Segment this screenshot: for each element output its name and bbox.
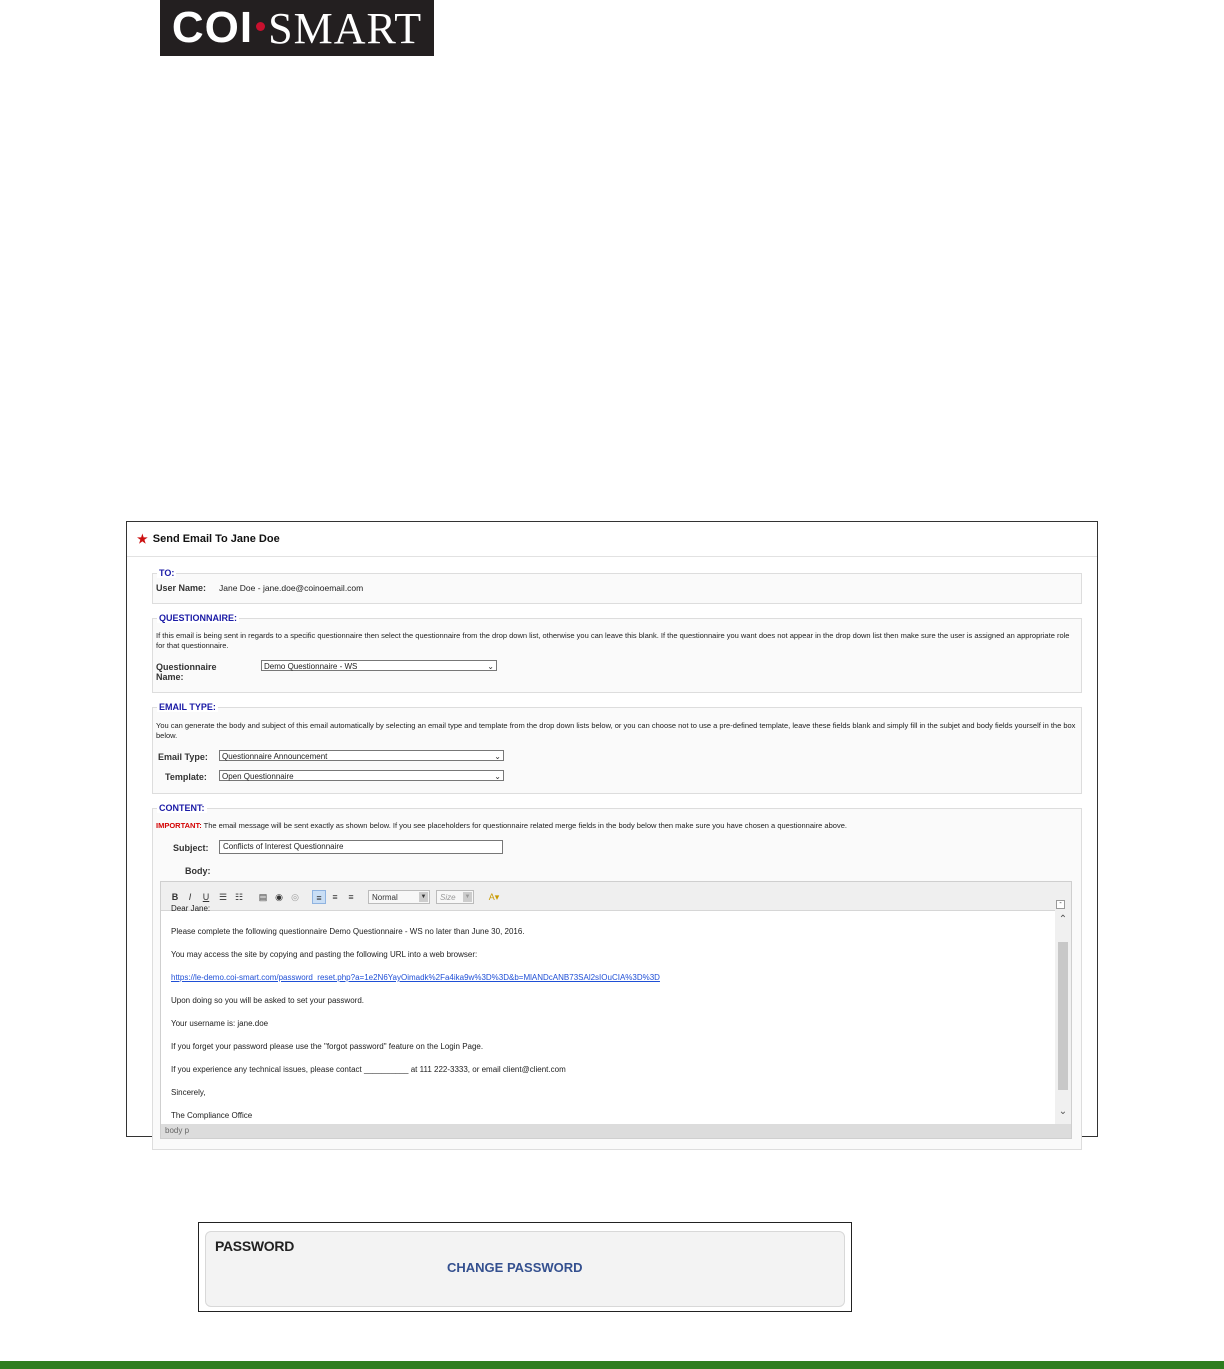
chevron-down-icon: ▼ bbox=[464, 894, 471, 900]
insert-link-icon[interactable]: ◉ bbox=[275, 892, 283, 902]
body-line: If you forget your password please use the "forgot password" feature on the Login Page. bbox=[171, 1042, 484, 1051]
questionnaire-legend: QUESTIONNAIRE: bbox=[159, 613, 238, 623]
scrollbar-thumb[interactable] bbox=[1058, 942, 1068, 1090]
send-email-panel bbox=[126, 521, 1098, 1137]
template-select[interactable] bbox=[219, 770, 504, 781]
questionnaire-name-select[interactable] bbox=[261, 660, 497, 671]
template-value: Open Questionnaire bbox=[222, 772, 294, 781]
email-type-legend: EMAIL TYPE: bbox=[159, 702, 216, 712]
email-type-select[interactable] bbox=[219, 750, 504, 761]
body-line: Your username is: jane.doe bbox=[171, 1019, 269, 1028]
body-line-signature: The Compliance Office bbox=[171, 1111, 253, 1120]
format-select[interactable] bbox=[368, 890, 430, 904]
star-icon: ★ bbox=[137, 532, 148, 546]
chevron-down-icon: ⌄ bbox=[494, 752, 501, 761]
chevron-down-icon: ⌄ bbox=[494, 772, 501, 781]
content-legend: CONTENT: bbox=[159, 803, 205, 813]
questionnaire-name-value: Demo Questionnaire - WS bbox=[264, 662, 358, 671]
to-legend: TO: bbox=[159, 568, 175, 578]
questionnaire-section bbox=[152, 613, 1082, 693]
coi-smart-logo bbox=[160, 0, 434, 56]
unordered-list-icon[interactable]: ☷ bbox=[234, 892, 244, 902]
align-left-icon[interactable]: ≡ bbox=[312, 890, 326, 904]
chevron-down-icon: ▼ bbox=[420, 894, 427, 900]
ordered-list-icon[interactable]: ☰ bbox=[218, 892, 228, 902]
align-center-icon[interactable]: ≡ bbox=[332, 892, 338, 902]
footer-bar bbox=[0, 1361, 1224, 1369]
format-value: Normal bbox=[372, 893, 398, 902]
paste-icon[interactable]: ▤ bbox=[258, 892, 268, 902]
template-label: Template: bbox=[165, 772, 207, 782]
body-label: Body: bbox=[185, 866, 211, 876]
chevron-down-icon[interactable]: ⌄ bbox=[1058, 1106, 1068, 1117]
email-type-section bbox=[152, 702, 1082, 794]
body-line: Sincerely, bbox=[171, 1088, 206, 1097]
chevron-up-icon[interactable]: ⌃ bbox=[1058, 914, 1068, 925]
email-type-value: Questionnaire Announcement bbox=[222, 752, 328, 761]
password-panel bbox=[198, 1222, 852, 1312]
unlink-icon[interactable]: ◎ bbox=[291, 892, 299, 902]
collapse-toolbar-icon[interactable]: - bbox=[1056, 900, 1065, 909]
logo-right-text: SMART bbox=[268, 3, 423, 53]
align-right-icon[interactable]: ≡ bbox=[348, 892, 354, 902]
editor-body[interactable] bbox=[161, 904, 1053, 1124]
chevron-down-icon: ⌄ bbox=[487, 662, 494, 671]
editor-scrollbar[interactable] bbox=[1055, 910, 1071, 1124]
editor-toolbar bbox=[161, 882, 1071, 911]
change-password-link[interactable]: CHANGE PASSWORD bbox=[447, 1260, 583, 1275]
important-label: IMPORTANT: bbox=[156, 821, 202, 830]
logo-dot bbox=[256, 22, 265, 31]
user-name-label: User Name: bbox=[156, 583, 207, 593]
body-line-greeting: Dear Jane: bbox=[171, 904, 211, 913]
body-editor[interactable] bbox=[160, 881, 1072, 1139]
email-type-help: You can generate the body and subject of this email automatically by selecting an email type and template from the drop down lists below, or you can choose not to use a pre-defined template, leave these fields blank and simply fill in the subjet and body fields yourself in the box below. bbox=[156, 721, 1076, 740]
body-line: Upon doing so you will be asked to set your password. bbox=[171, 996, 364, 1005]
subject-value: Conflicts of Interest Questionnaire bbox=[223, 842, 344, 851]
user-name-value: Jane Doe - jane.doe@coinoemail.com bbox=[219, 583, 364, 593]
password-reset-link[interactable]: https://le-demo.coi-smart.com/password_reset.php?a=1e2N6YayOimadk%2Fa4ika9w%3D%3D&b=MlANDcANB73SAl2sIOuCIA%3D%3D bbox=[171, 973, 660, 982]
questionnaire-help: If this email is being sent in regards to a specific questionnaire then select the questionnaire from the drop down list, otherwise you can leave this blank. If the questionnaire you want does not appear in the drop down list then make sure the user is assigned an appropriate role for that questionnaire. bbox=[156, 631, 1070, 650]
email-type-label: Email Type: bbox=[158, 752, 208, 762]
body-line: You may access the site by copying and pasting the following URL into a web browser: bbox=[171, 950, 478, 959]
panel-title: Send Email To Jane Doe bbox=[152, 533, 280, 545]
italic-button[interactable]: I bbox=[188, 892, 192, 902]
text-color-icon[interactable]: A▾ bbox=[488, 892, 500, 902]
editor-status-bar bbox=[161, 1124, 1071, 1138]
body-line: If you experience any technical issues, please contact __________ at 111 222-3333, or email client@client.com bbox=[171, 1065, 566, 1074]
important-text: The email message will be sent exactly as shown below. If you see placeholders for questionnaire related merge fields in the body below then make sure you have chosen a questionnaire above. bbox=[203, 821, 847, 830]
element-path: body p bbox=[165, 1126, 190, 1135]
questionnaire-name-label: Questionnaire Name: bbox=[156, 662, 217, 682]
underline-button[interactable]: U bbox=[202, 892, 210, 902]
password-title: PASSWORD bbox=[215, 1238, 295, 1254]
logo-left-text: COI bbox=[171, 3, 254, 52]
size-value: Size bbox=[440, 893, 456, 902]
to-section bbox=[152, 568, 1082, 604]
size-select[interactable] bbox=[436, 890, 474, 904]
body-line: Please complete the following questionnaire Demo Questionnaire - WS no later than June 30, 2016. bbox=[171, 927, 525, 936]
subject-label: Subject: bbox=[173, 843, 209, 853]
bold-button[interactable]: B bbox=[171, 892, 179, 902]
panel-header bbox=[127, 522, 1097, 557]
subject-input[interactable] bbox=[219, 840, 503, 854]
important-notice bbox=[156, 821, 1076, 831]
